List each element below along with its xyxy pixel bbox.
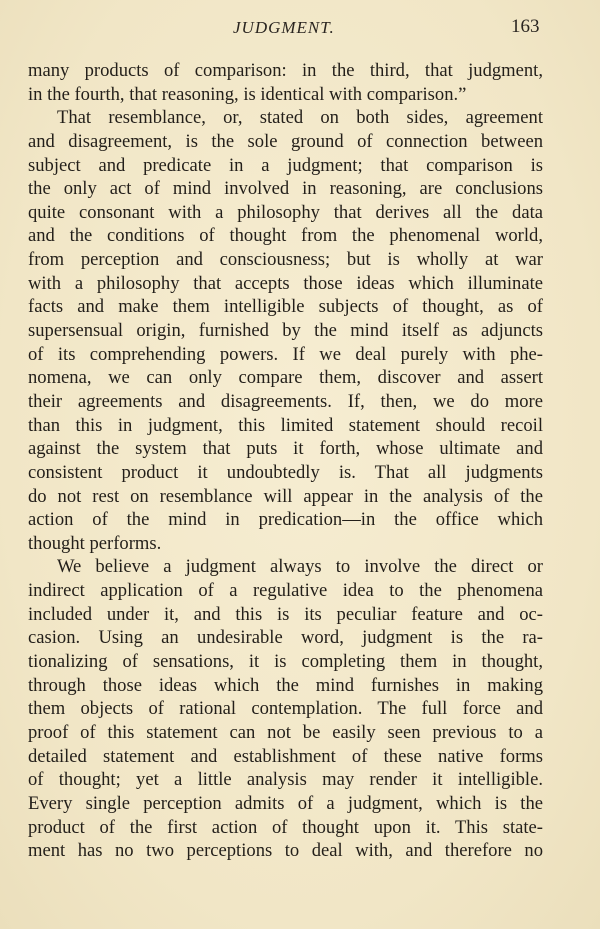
text-line: through those ideas which the mind furnishes in making: [28, 674, 543, 696]
text-line: many products of comparison: in the third, that judgment,: [28, 60, 543, 81]
paragraph: [28, 59, 543, 106]
text-line: tionalizing of sensations, it is completing them in thought,: [28, 651, 543, 673]
paragraph: [28, 106, 543, 555]
text-line: proof of this statement can not be easily seen previous to a: [28, 721, 543, 743]
text-line: and disagreement, is the sole ground of connection between: [28, 130, 543, 152]
text-line: their agreements and disagreements. If, then, we do more: [28, 390, 543, 412]
text-line: We believe a judgment always to involve the direct or: [57, 556, 543, 578]
text-line: quite consonant with a philosophy that derives all the data: [28, 201, 543, 223]
paragraph: [28, 555, 543, 862]
text-line: casion. Using an undesirable word, judgment is the ra-: [28, 627, 543, 649]
text-line: with a philosophy that accepts those ideas which illuminate: [28, 272, 543, 294]
text-line: included under it, and this is its peculiar feature and oc-: [28, 603, 543, 625]
text-line: ment has no two perceptions to deal with, and therefore no: [28, 840, 543, 862]
running-title: JUDGMENT.: [233, 18, 335, 37]
text-line: subject and predicate in a judgment; that comparison is: [28, 154, 543, 176]
text-line: nomena, we can only compare them, discover and assert: [28, 367, 543, 389]
text-line: of thought; yet a little analysis may render it intelligible.: [28, 769, 543, 791]
text-line: from perception and consciousness; but is wholly at war: [28, 249, 543, 271]
text-line: That resemblance, or, stated on both sides, agreement: [57, 107, 543, 129]
text-line: against the system that puts it forth, whose ultimate and: [28, 438, 543, 460]
text-line: consistent product it undoubtedly is. That all judgments: [28, 461, 543, 483]
text-line: them objects of rational contemplation. The full force and: [28, 698, 543, 720]
page-number: 163: [511, 16, 540, 37]
text-line: indirect application of a regulative idea to the phenomena: [28, 580, 543, 602]
text-line: in the fourth, that reasoning, is identical with comparison.”: [28, 83, 467, 105]
text-line: facts and make them intelligible subjects of thought, as of: [28, 296, 543, 318]
text-line: thought performs.: [28, 532, 162, 554]
text-line: supersensual origin, furnished by the mind itself as adjuncts: [28, 320, 543, 342]
text-line: and the conditions of thought from the phenomenal world,: [28, 225, 543, 247]
text-line: detailed statement and establishment of these native forms: [28, 745, 543, 767]
text-line: Every single perception admits of a judgment, which is the: [28, 792, 543, 814]
text-line: product of the first action of thought upon it. This state-: [28, 816, 543, 838]
text-line: the only act of mind involved in reasoning, are conclusions: [28, 178, 543, 200]
text-line: do not rest on resemblance will appear in the analysis of the: [28, 485, 543, 507]
text-line: than this in judgment, this limited statement should recoil: [28, 414, 543, 436]
text-line: action of the mind in predication—in the office which: [28, 509, 543, 531]
body-text: [28, 59, 543, 863]
running-head: [0, 18, 600, 42]
text-line: of its comprehending powers. If we deal purely with phe-: [28, 343, 543, 365]
